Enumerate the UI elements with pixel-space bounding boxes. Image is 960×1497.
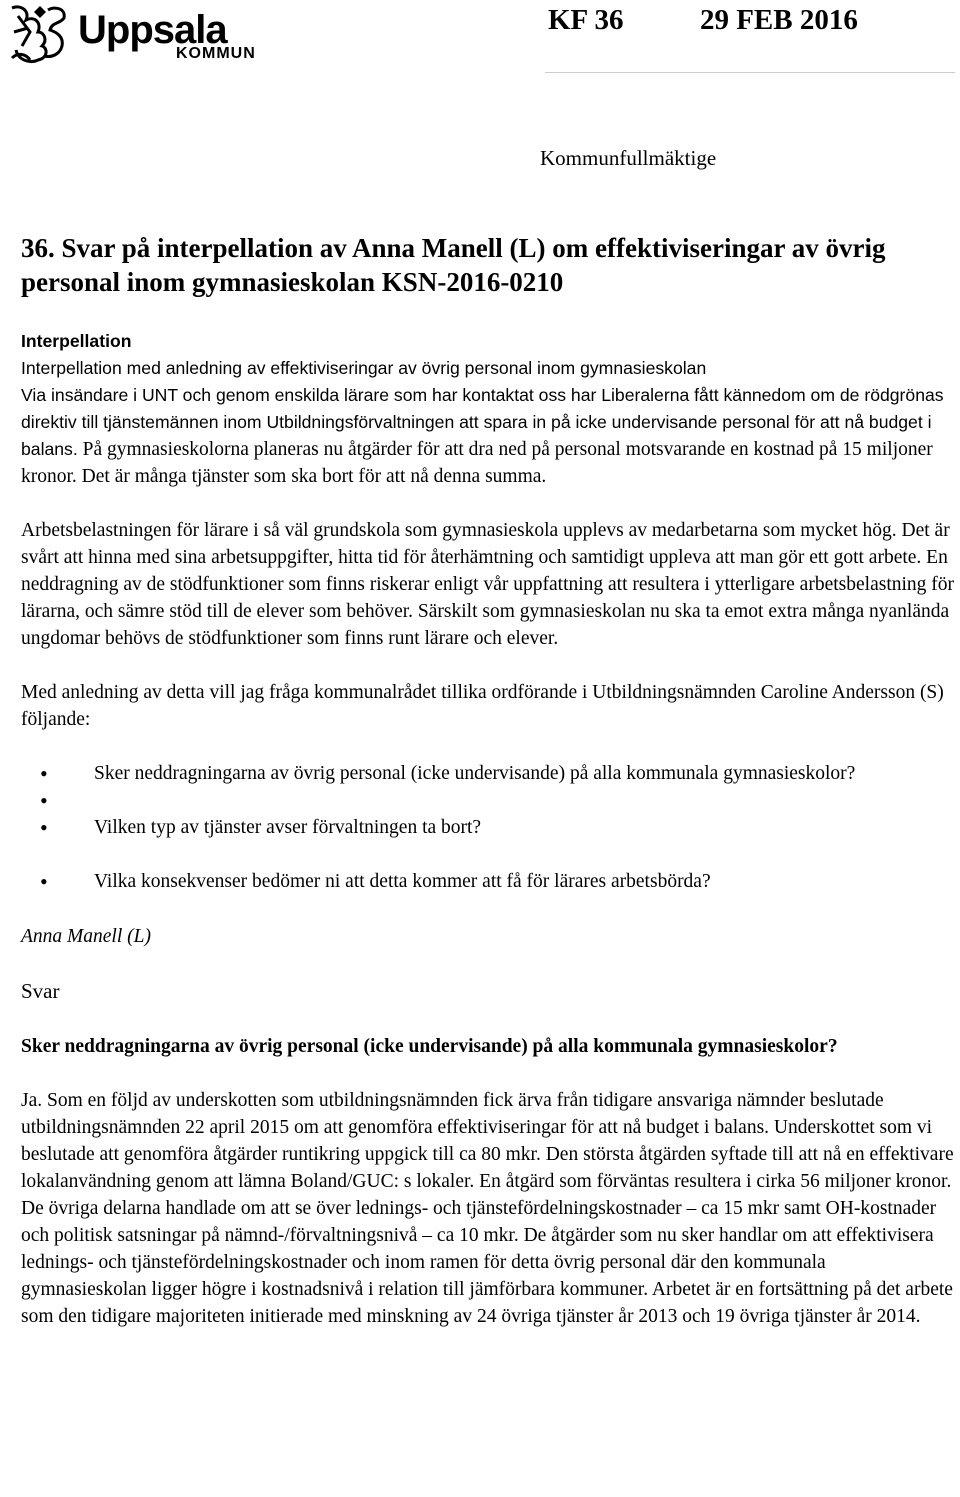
question-item: • Sker neddragningarna av övrig personal (icke undervisande) på alla kommunala gymnasieskolor? (21, 760, 956, 787)
document-date: 29 FEB 2016 (699, 4, 858, 36)
question-item (21, 787, 956, 814)
answer-text: Ja. Som en följd av underskotten som utbildningsnämnden fick ärva från tidigare ansvariga nämnder beslutade utbildningsnämnden 22 april 2015 om att genomföra effektiviseringar för att nå budget i balans. Underskottet som vi beslutade att genomföra åtgärder runtikring uppgick till ca 80 mkr. Den största åtgärden syftade till att nå en effektivare lokalanvändning genom att lämna Boland/GUC: s lokaler. En åtgärd som förväntas resultera i cirka 56 miljoner kronor. De övriga delarna handlade om att se över lednings- och tjänstefördelningskostnader – ca 15 mkr samt OH-kostnader och politisk satsningar på nämnd-/förvaltningsnivå – ca 10 mkr. De åtgärder som nu sker handlar om att effektivisera lednings- och tjänstefördelningskostnader och inom ramen för detta övrig personal där den kommunala gymnasieskolan ligger högre i kostnadsnivå i relation till jämförbara kommuner. Arbetet är en fortsättning på det arbete som den tidigare majoriteten initierade med minskning av 24 övriga tjänster år 2013 och 19 övriga tjänster år 2014. (21, 1090, 954, 1327)
question-item: • Vilka konsekvenser bedömer ni att detta kommer att få för lärares arbetsbörda? (21, 868, 956, 895)
question-item: • Vilken typ av tjänster avser förvaltningen ta bort? (21, 814, 956, 841)
logo-subtext: KOMMUN (176, 45, 256, 62)
para-1-serif: På gymnasieskolorna planeras nu åtgärder för att dra ned på personal motsvarande en kostnad på 15 miljoner kronor. Det är många tjänster som ska bort för att nå denna summa. (21, 439, 933, 487)
document-header (548, 4, 858, 37)
para-1-sans: Via insändare i UNT och genom enskilda lärare som har kontaktat oss har Liberalerna fått kännedom om de rödgrönas direktiv till tjänstemännen inom Utbildningsförvaltningen att spara in på icke undervisande personal för att nå budget i balans. (21, 385, 944, 459)
header-divider (545, 72, 955, 73)
interpellation-section (21, 328, 956, 490)
document-code: KF 36 (548, 4, 624, 36)
interpellation-label: Interpellation (21, 331, 132, 351)
interpellation-para-3: Med anledning av detta vill jag fråga kommunalrådet tillika ordförande i Utbildningsnämnden Caroline Andersson (S) följande: (21, 682, 944, 730)
answer-heading: Sker neddragningarna av övrig personal (icke undervisande) på alla kommunala gymnasieskolor? (21, 1036, 838, 1057)
answer-label: Svar (21, 979, 60, 1003)
document-body (21, 328, 956, 1330)
uppsala-kommun-logo (8, 2, 270, 66)
interpellation-subject: Interpellation med anledning av effektiviseringar av övrig personal inom gymnasieskolan (21, 358, 707, 378)
interpellation-para-2: Arbetsbelastningen för lärare i så väl grundskola som gymnasieskola upplevs av medarbetarna som mycket hög. Det är svårt att hinna med sina arbetsuppgifter, hitta tid för återhämtning och samtidigt uppleva att man gör ett gott arbete. En neddragning av de stödfunktioner som finns riskerar enligt vår uppfattning att resultera i ytterligare arbetsbelastning för lärarna, och sämre stöd till de elever som behöver. Särskilt som gymnasieskolan nu ska ta emot extra många nyanlända ungdomar behövs de stödfunktioner som finns runt lärare och elever. (21, 520, 955, 649)
interpellation-para-1 (21, 382, 956, 490)
page-title: 36. Svar på interpellation av Anna Manell (L) om effektiviseringar av övrig personal inom gymnasieskolan KSN-2016-0210 (21, 233, 886, 297)
author: Anna Manell (L) (21, 926, 151, 947)
question-list (21, 760, 956, 895)
body-name: Kommunfullmäktige (540, 146, 717, 170)
logo-wordmark: Uppsala (78, 8, 227, 52)
